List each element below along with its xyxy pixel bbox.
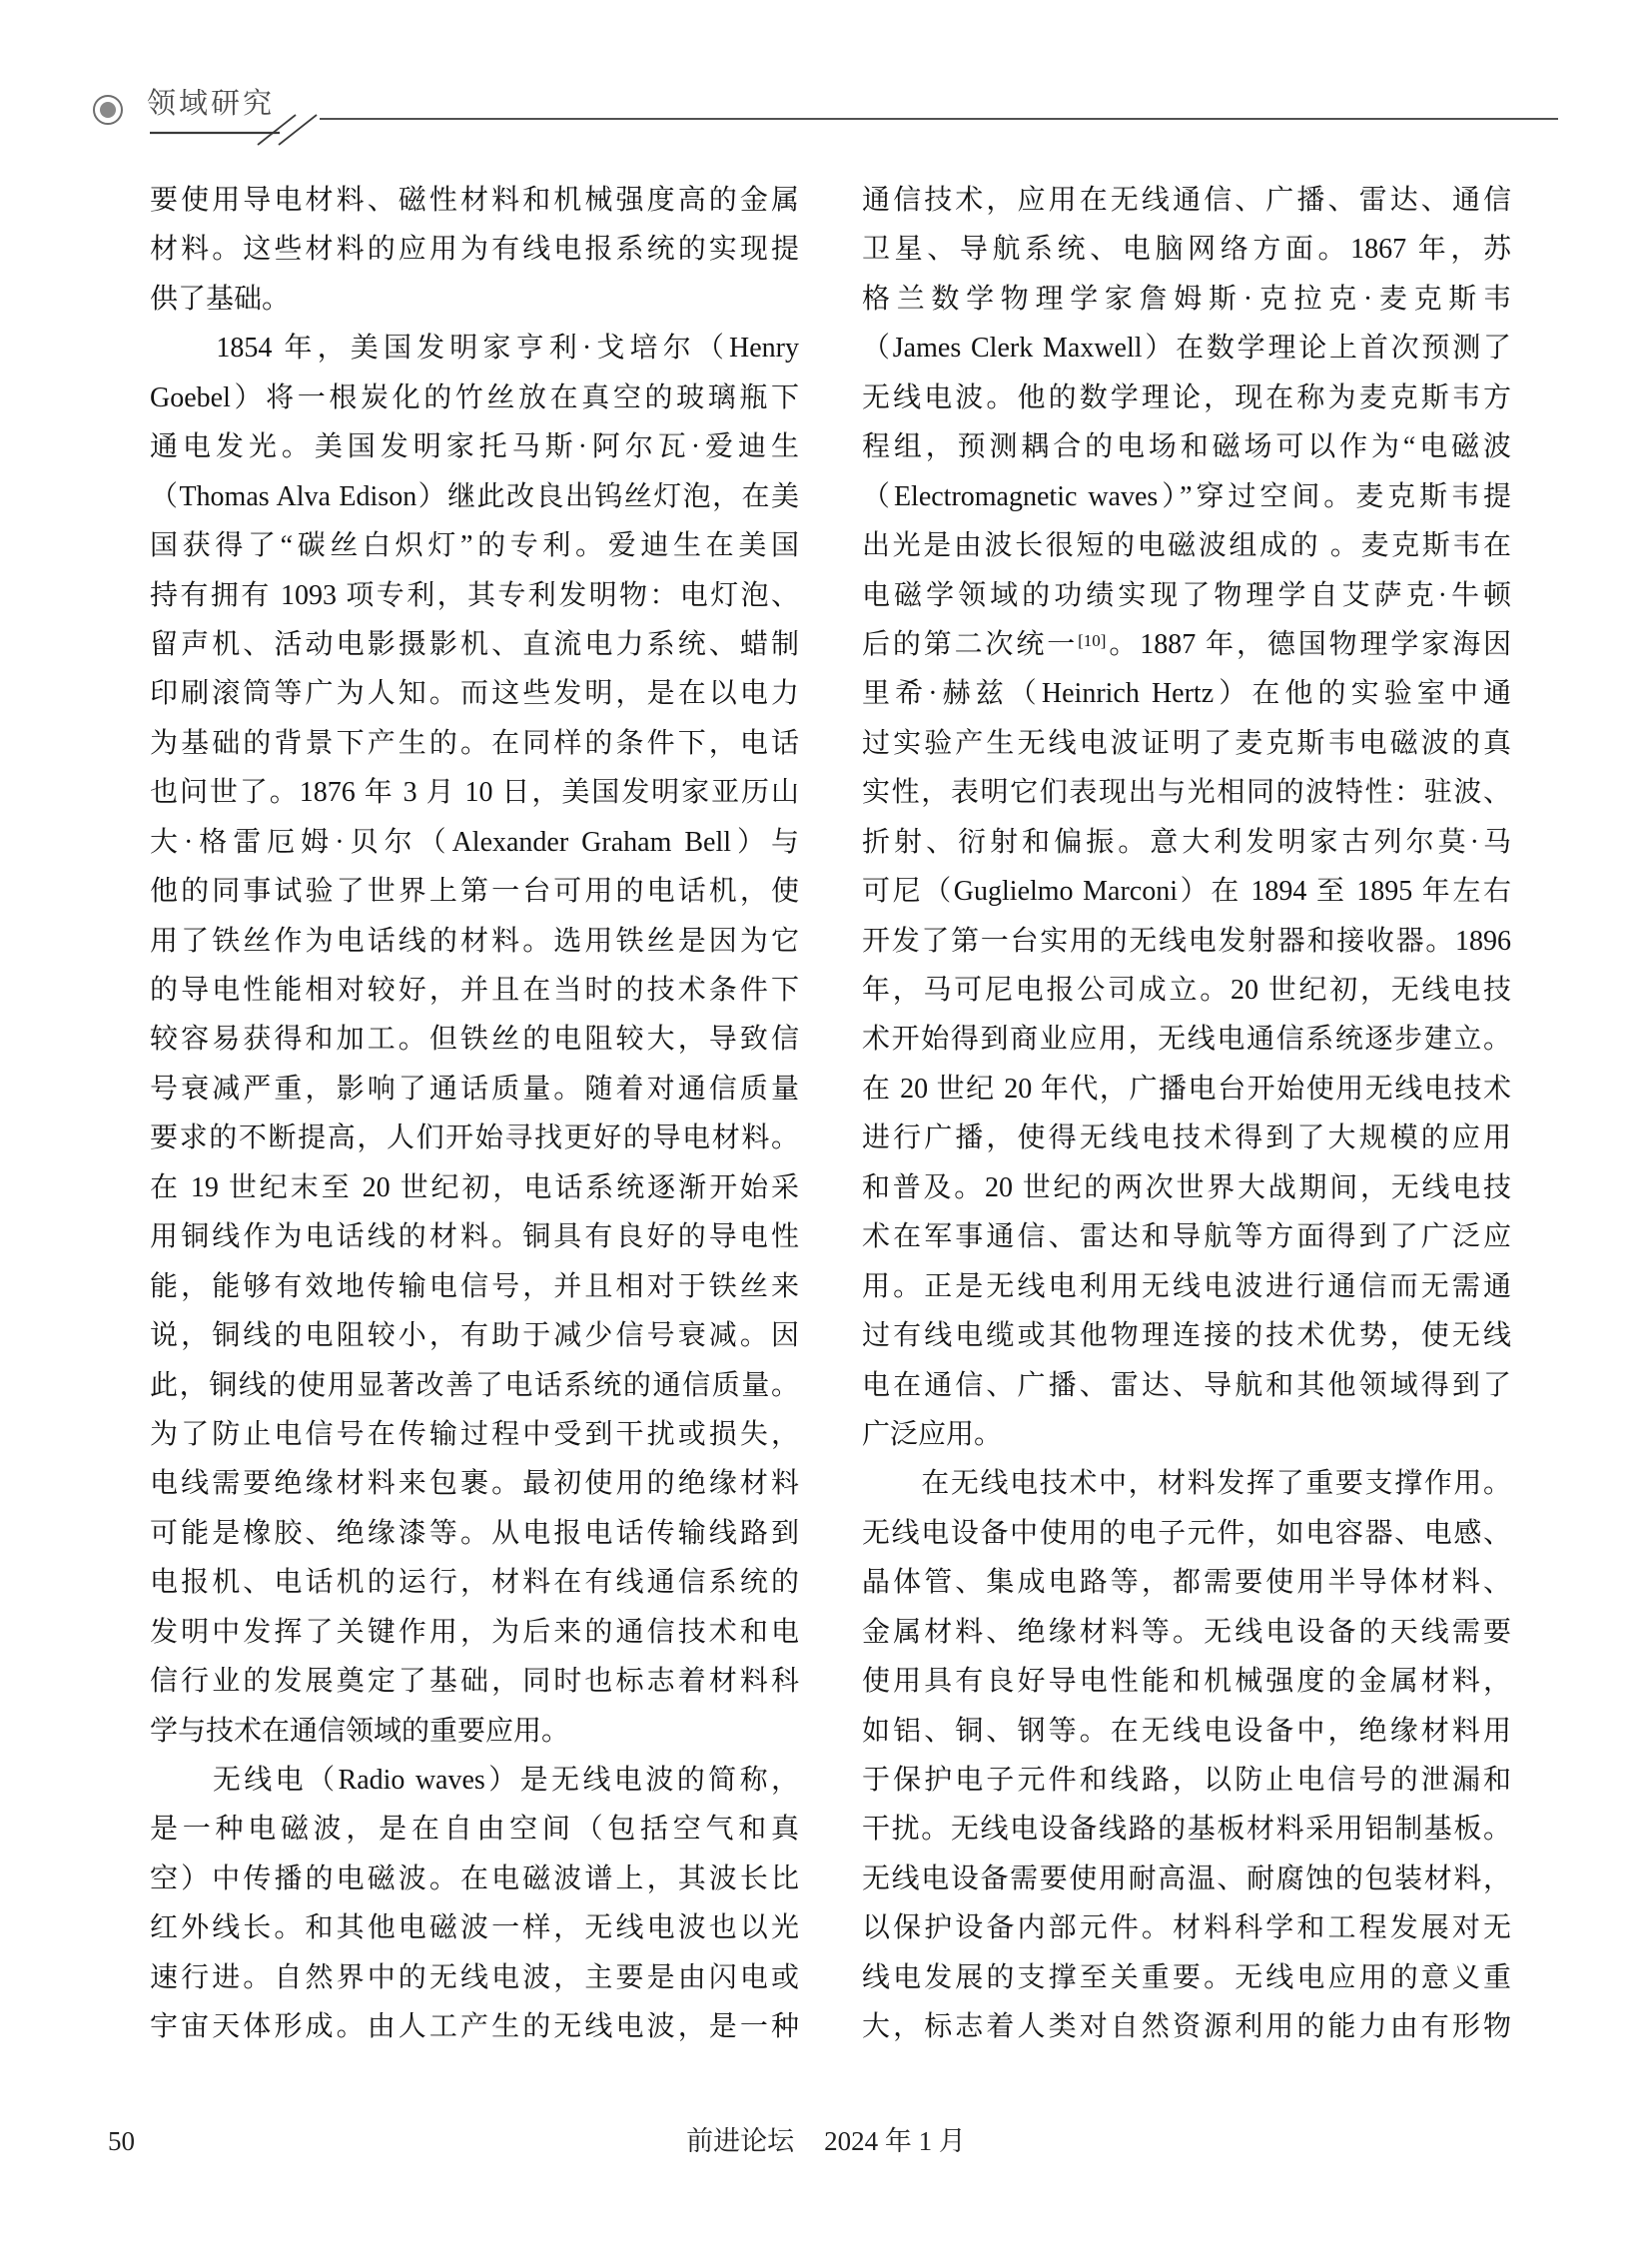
- text-line: 留声机、活动电影摄影机、直流电力系统、蜡制: [150, 628, 799, 660]
- text-line: 信行业的发展奠定了基础，同时也标志着材料科: [150, 1666, 799, 1698]
- text-line: 开发了第一台实用的无线电发射器和接收器。1896: [862, 925, 1511, 957]
- text-line: 无线电设备需要使用耐高温、耐腐蚀的包装材料，: [862, 1863, 1511, 1894]
- text-line: 号衰减严重，影响了通话质量。随着对通信质量: [150, 1073, 799, 1105]
- text-line: 出光是由波长很短的电磁波组成的 。麦克斯韦在: [862, 530, 1511, 562]
- text-line: 用铜线作为电话线的材料。铜具有良好的导电性: [150, 1221, 799, 1253]
- text-line: 国获得了“碳丝白炽灯”的专利。爱迪生在美国: [150, 530, 799, 562]
- text-line: 过有线电缆或其他物理连接的技术优势，使无线: [862, 1320, 1511, 1352]
- text-line: 1854 年，美国发明家亨利·戈培尔（Henry: [150, 333, 799, 365]
- text-line: （Thomas Alva Edison）继此改良出钨丝灯泡，在美: [150, 480, 799, 512]
- text-line: （Electromagnetic waves）”穿过空间。麦克斯韦提: [862, 480, 1511, 512]
- text-line: 于保护电子元件和线路，以防止电信号的泄漏和: [862, 1765, 1511, 1796]
- text-line: 晶体管、集成电路等，都需要使用半导体材料、: [862, 1567, 1511, 1599]
- text-line: 能，能够有效地传输电信号，并且相对于铁丝来: [150, 1270, 799, 1302]
- text-line: 卫星、导航系统、电脑网络方面。1867 年，苏: [862, 234, 1511, 266]
- text-line: 以保护设备内部元件。材料科学和工程发展对无: [862, 1912, 1511, 1944]
- text-line: 后的第二次统一[10]。1887 年，德国物理学家海因: [862, 628, 1511, 660]
- text-line: 格兰数学物理学家詹姆斯·克拉克·麦克斯韦: [862, 283, 1511, 315]
- text-line: 术开始得到商业应用，无线电通信系统逐步建立。: [862, 1024, 1511, 1056]
- text-line: 可尼（Guglielmo Marconi）在 1894 至 1895 年左右: [862, 876, 1511, 908]
- text-line: 的导电性能相对较好，并且在当时的技术条件下: [150, 975, 799, 1006]
- text-line: 无线电（Radio waves）是无线电波的简称，: [150, 1765, 799, 1796]
- text-line: 他的同事试验了世界上第一台可用的电话机，使: [150, 876, 799, 908]
- text-line: 说，铜线的电阻较小，有助于减少信号衰减。因: [150, 1320, 799, 1352]
- text-line: 空）中传播的电磁波。在电磁波谱上，其波长比: [150, 1863, 799, 1894]
- text-line: 术在军事通信、雷达和导航等方面得到了广泛应: [862, 1221, 1511, 1253]
- text-line: 学与技术在通信领域的重要应用。: [150, 1715, 570, 1747]
- text-column-left: [150, 176, 799, 2052]
- text-line: 电报机、电话机的运行，材料在有线通信系统的: [150, 1567, 799, 1599]
- text-line: 红外线长。和其他电磁波一样，无线电波也以光: [150, 1912, 799, 1944]
- text-line: 电在通信、广播、雷达、导航和其他领域得到了: [862, 1369, 1511, 1401]
- text-line: 和普及。20 世纪的两次世界大战期间，无线电技: [862, 1171, 1511, 1203]
- journal-line: [0, 2123, 1652, 2159]
- bullseye-icon: [93, 95, 123, 125]
- text-line: 里希·赫兹（Heinrich Hertz）在他的实验室中通: [862, 678, 1511, 710]
- text-line: 线电发展的支撑至关重要。无线电应用的意义重: [862, 1961, 1511, 1993]
- text-line: 使用具有良好导电性能和机械强度的金属材料，: [862, 1666, 1511, 1698]
- text-line: 电线需要绝缘材料来包裹。最初使用的绝缘材料: [150, 1468, 799, 1500]
- text-line: 程组，预测耦合的电场和磁场可以作为“电磁波: [862, 431, 1511, 463]
- text-line: 实性，表明它们表现出与光相同的波特性：驻波、: [862, 777, 1511, 809]
- text-line: 折射、衍射和偏振。意大利发明家古列尔莫·马: [862, 826, 1511, 858]
- text-line: 可能是橡胶、绝缘漆等。从电报电话传输线路到: [150, 1517, 799, 1549]
- text-line: 印刷滚筒等广为人知。而这些发明，是在以电力: [150, 678, 799, 710]
- issue-date: 2024 年 1 月: [824, 2126, 966, 2156]
- text-line: 为基础的背景下产生的。在同样的条件下，电话: [150, 727, 799, 759]
- text-line: 年，马可尼电报公司成立。20 世纪初，无线电技: [862, 975, 1511, 1006]
- text-line: 也问世了。1876 年 3 月 10 日，美国发明家亚历山: [150, 777, 799, 809]
- text-line: （James Clerk Maxwell）在数学理论上首次预测了: [862, 333, 1511, 365]
- header-rule: [140, 105, 1568, 150]
- text-line: 大，标志着人类对自然资源利用的能力由有形物: [862, 2011, 1511, 2043]
- text-line: 要求的不断提高，人们开始寻找更好的导电材料。: [150, 1122, 799, 1154]
- text-line: 较容易获得和加工。但铁丝的电阻较大，导致信: [150, 1024, 799, 1056]
- text-line: 速行进。自然界中的无线电波，主要是由闪电或: [150, 1961, 799, 1993]
- text-line: 过实验产生无线电波证明了麦克斯韦电磁波的真: [862, 727, 1511, 759]
- bullseye-dot: [100, 102, 116, 118]
- text-line: 大·格雷厄姆·贝尔（Alexander Graham Bell）与: [150, 826, 799, 858]
- section-label: 领域研究: [147, 88, 276, 120]
- text-line: 无线电设备中使用的电子元件，如电容器、电感、: [862, 1517, 1511, 1549]
- text-line: 无线电波。他的数学理论，现在称为麦克斯韦方: [862, 381, 1511, 413]
- text-line: 此，铜线的使用显著改善了电话系统的通信质量。: [150, 1369, 799, 1401]
- text-line: 电磁学领域的功绩实现了物理学自艾萨克·牛顿: [862, 579, 1511, 611]
- footnote-reference: [10]: [1078, 630, 1107, 650]
- text-line: 在无线电技术中，材料发挥了重要支撑作用。: [862, 1468, 1511, 1500]
- text-line: 是一种电磁波，是在自由空间（包括空气和真: [150, 1814, 799, 1846]
- text-line: 金属材料、绝缘材料等。无线电设备的天线需要: [862, 1616, 1511, 1648]
- text-line: 在 20 世纪 20 年代，广播电台开始使用无线电技术: [862, 1073, 1511, 1105]
- text-line: 进行广播，使得无线电技术得到了大规模的应用: [862, 1122, 1511, 1154]
- page-number: 50: [108, 2126, 135, 2156]
- text-line: Goebel）将一根炭化的竹丝放在真空的玻璃瓶下: [150, 381, 799, 413]
- text-line: 供了基础。: [150, 283, 291, 315]
- text-line: 持有拥有 1093 项专利，其专利发明物：电灯泡、: [150, 579, 799, 611]
- text-line: 材料。这些材料的应用为有线电报系统的实现提: [150, 234, 799, 266]
- text-line: 通电发光。美国发明家托马斯·阿尔瓦·爱迪生: [150, 431, 799, 463]
- journal-name: 前进论坛: [686, 2126, 795, 2156]
- text-line: 宇宙天体形成。由人工产生的无线电波，是一种: [150, 2011, 799, 2043]
- text-line: 在 19 世纪末至 20 世纪初，电话系统逐渐开始采: [150, 1171, 799, 1203]
- text-line: 为了防止电信号在传输过程中受到干扰或损失，: [150, 1418, 799, 1450]
- text-line: 发明中发挥了关键作用，为后来的通信技术和电: [150, 1616, 799, 1648]
- text-line: 用了铁丝作为电话线的材料。选用铁丝是因为它: [150, 925, 799, 957]
- text-line: 用。正是无线电利用无线电波进行通信而无需通: [862, 1270, 1511, 1302]
- text-line: 广泛应用。: [862, 1418, 1003, 1450]
- text-line: 如铝、铜、钢等。在无线电设备中，绝缘材料用: [862, 1715, 1511, 1747]
- text-line: 通信技术，应用在无线通信、广播、雷达、通信: [862, 185, 1511, 216]
- text-line: 要使用导电材料、磁性材料和机械强度高的金属: [150, 185, 799, 216]
- text-column-right: [862, 176, 1511, 2052]
- text-line: 干扰。无线电设备线路的基板材料采用铝制基板。: [862, 1814, 1511, 1846]
